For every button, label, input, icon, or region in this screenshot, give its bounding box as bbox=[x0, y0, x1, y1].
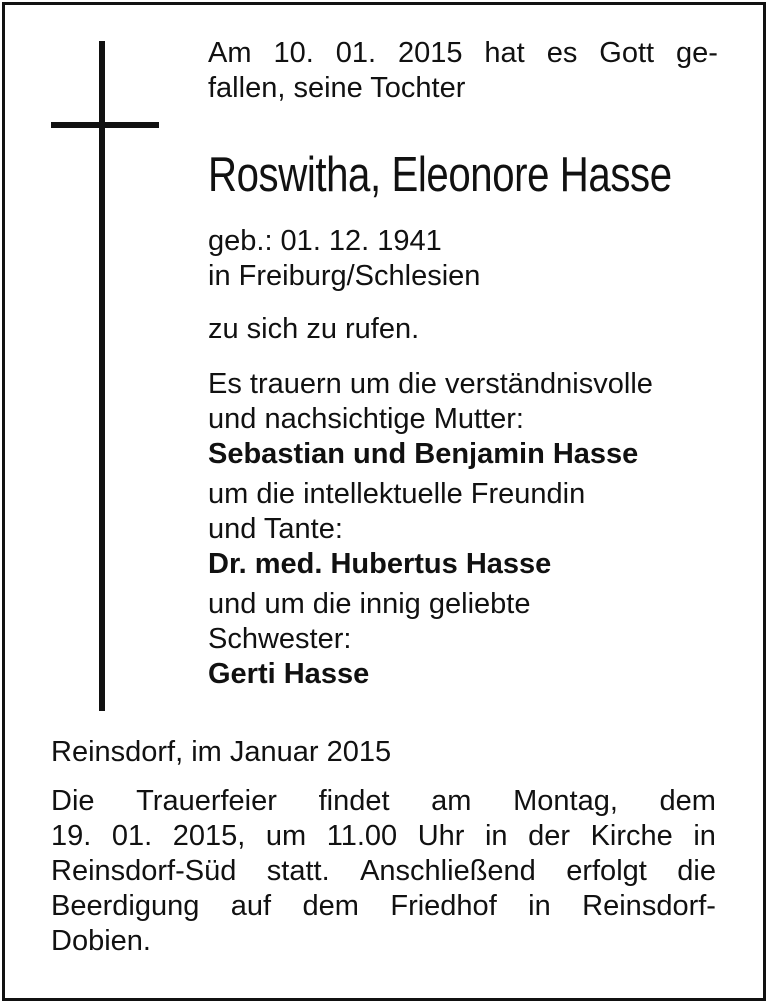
mourner-friend: Dr. med. Hubertus Hasse bbox=[208, 548, 552, 580]
cross-icon-crossbar bbox=[51, 122, 159, 128]
word: um bbox=[265, 820, 307, 852]
word: Uhr bbox=[417, 820, 465, 852]
notice-footer bbox=[51, 735, 716, 959]
word: hat bbox=[484, 37, 525, 69]
friend-line-1: um die intellektuelle Freundin bbox=[208, 478, 586, 510]
word: erfolgt bbox=[566, 855, 647, 887]
word: in bbox=[528, 890, 551, 922]
word: dem bbox=[302, 890, 359, 922]
place-date: Reinsdorf, im Januar 2015 bbox=[51, 736, 392, 768]
word: Die bbox=[51, 785, 95, 817]
word: Reinsdorf-Süd bbox=[51, 855, 237, 887]
word: Friedhof bbox=[390, 890, 497, 922]
word: ge- bbox=[676, 37, 718, 69]
word: Beerdigung bbox=[51, 890, 200, 922]
word: Gott bbox=[599, 37, 655, 69]
word: Trauerfeier bbox=[136, 785, 277, 817]
mourners-intro-2: und nachsichtige Mutter: bbox=[208, 403, 524, 435]
notice-main-text bbox=[208, 36, 718, 692]
cross-icon bbox=[99, 41, 105, 711]
called-line: zu sich zu rufen. bbox=[208, 313, 420, 345]
word: statt. bbox=[266, 855, 330, 887]
sister-line-1: und um die innig geliebte bbox=[208, 588, 531, 620]
word: Am bbox=[208, 37, 252, 69]
word: am bbox=[431, 785, 472, 817]
word: 11.00 bbox=[326, 820, 398, 852]
sister-line-2: Schwester: bbox=[208, 623, 352, 655]
word: die bbox=[677, 855, 716, 887]
word: Kirche bbox=[590, 820, 673, 852]
word: in bbox=[484, 820, 508, 852]
friend-line-2: und Tante: bbox=[208, 513, 343, 545]
service-line-5: Dobien. bbox=[51, 925, 151, 957]
deceased-name: Roswitha, Eleonore Hasse bbox=[208, 148, 672, 202]
word: es bbox=[546, 37, 578, 69]
word: in bbox=[693, 820, 716, 852]
word: 10. bbox=[273, 37, 314, 69]
word: 01. bbox=[111, 820, 153, 852]
word: der bbox=[528, 820, 571, 852]
mourners-intro-1: Es trauern um die verständnisvolle bbox=[208, 368, 653, 400]
word: 2015, bbox=[172, 820, 246, 852]
service-line-2 bbox=[51, 819, 716, 854]
word: Reinsdorf- bbox=[582, 890, 716, 922]
service-line-3 bbox=[51, 854, 716, 889]
service-line-4 bbox=[51, 889, 716, 924]
word: auf bbox=[230, 890, 272, 922]
word: 2015 bbox=[397, 37, 463, 69]
mourner-sister: Gerti Hasse bbox=[208, 658, 370, 690]
birth-place: in Freiburg/Schlesien bbox=[208, 260, 481, 292]
mourner-sons: Sebastian und Benjamin Hasse bbox=[208, 438, 639, 470]
word: Anschließend bbox=[360, 855, 536, 887]
intro-line-2: fallen, seine Tochter bbox=[208, 72, 466, 104]
word: dem bbox=[659, 785, 716, 817]
word: Montag, bbox=[513, 785, 618, 817]
birth-date: geb.: 01. 12. 1941 bbox=[208, 225, 442, 257]
service-line-1 bbox=[51, 784, 716, 819]
word: 19. bbox=[51, 820, 92, 852]
word: 01. bbox=[335, 37, 377, 69]
word: findet bbox=[318, 785, 390, 817]
intro-line-1 bbox=[208, 36, 718, 71]
